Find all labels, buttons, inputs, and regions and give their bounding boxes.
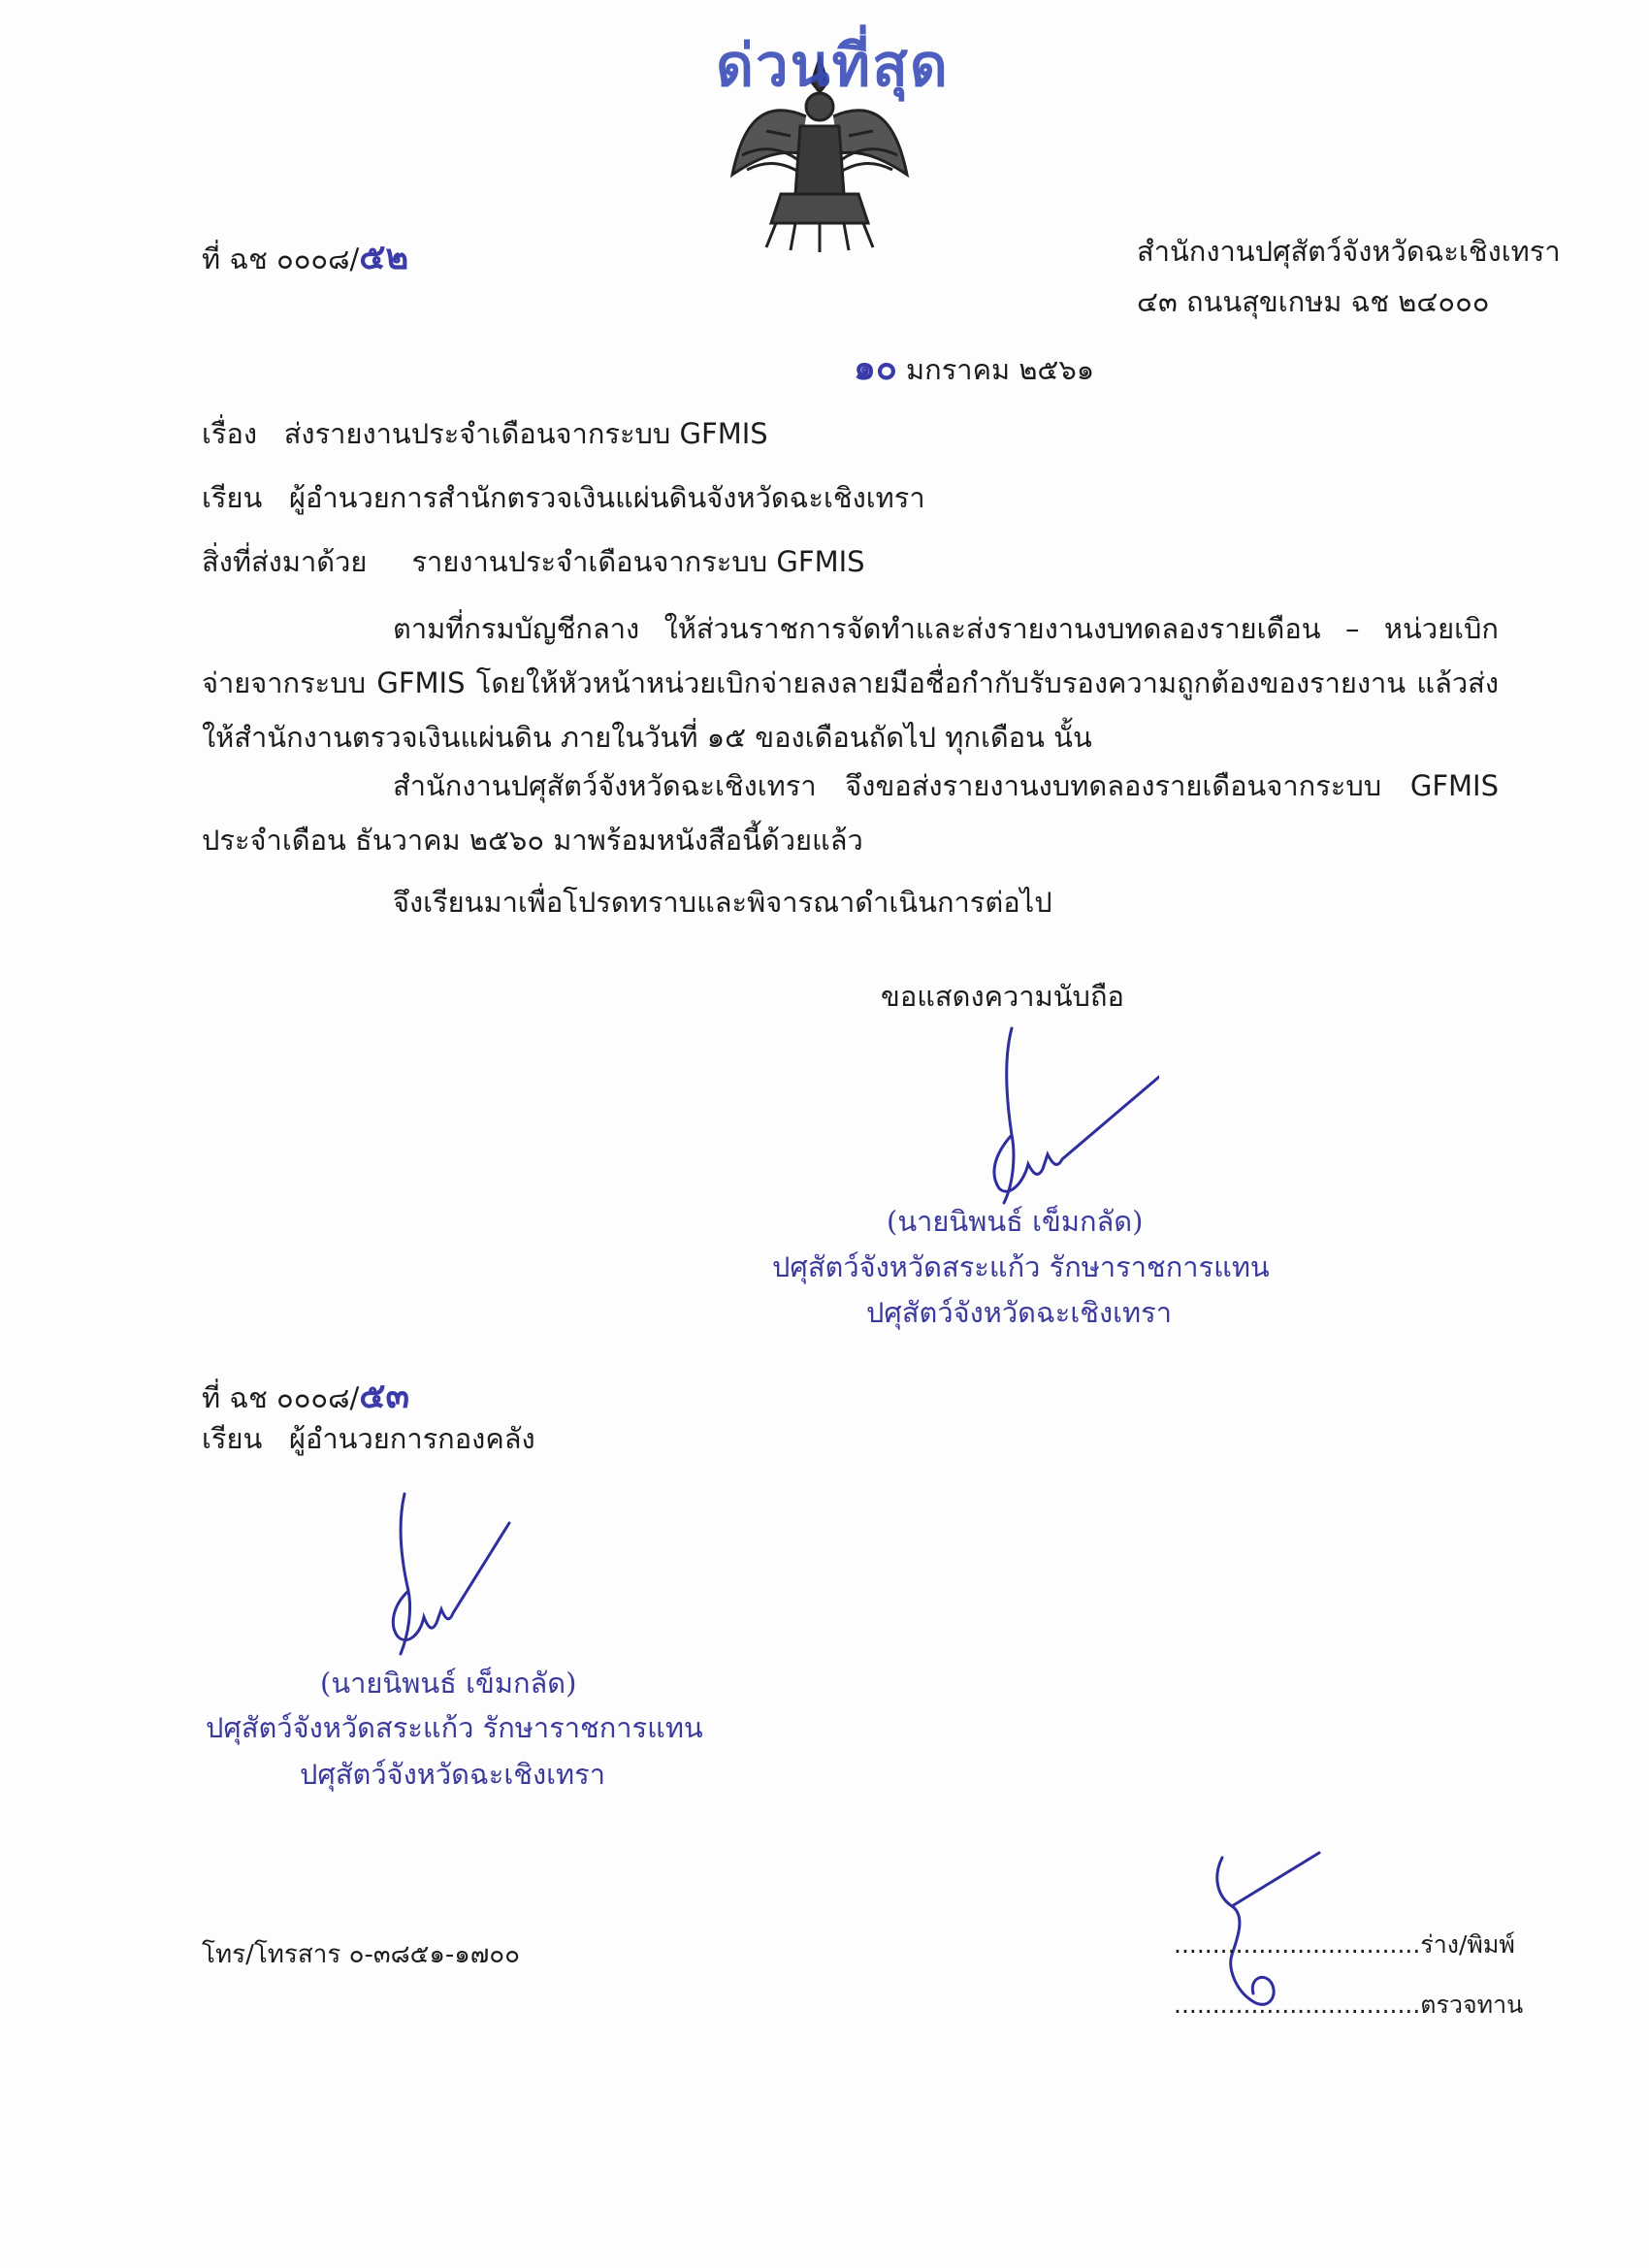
reference-handwritten: ๕๒	[359, 237, 409, 277]
signer-name-1: (นายนิพนธ์ เข็มกลัด)	[887, 1205, 1144, 1238]
enclosure-text: รายงานประจำเดือนจากระบบ GFMIS	[411, 545, 865, 578]
subject-line	[202, 417, 768, 451]
typed-by-label: ร่าง/พิมพ์	[1420, 1930, 1515, 1959]
second-recipient-label: เรียน	[202, 1422, 263, 1455]
date-month-year: มกราคม ๒๕๖๑	[906, 353, 1095, 386]
recipient-line	[202, 481, 925, 515]
body-paragraph-1-text: ตามที่กรมบัญชีกลาง ให้ส่วนราชการจัดทำและส่งรายงานงบทดลองรายเดือน – หน่วยเบิกจ่ายจากระบบ GFMIS โดยให้หัวหน้าหน่วยเบิกจ่ายลงลายมือชื่อกำกับรับรองความถูกต้องของรายงาน แล้วส่งให้สำนักงานตรวจเงินแผ่นดิน ภายในวันที่ ๑๕ ของเดือนถัดไป ทุกเดือน นั้น	[202, 612, 1499, 754]
reference-number	[202, 237, 408, 278]
checked-by-label: ตรวจทาน	[1420, 1991, 1524, 2019]
urgent-stamp: ด่วนที่สุด	[716, 32, 950, 100]
signer-title-1a: ปศุสัตว์จังหวัดสระแก้ว รักษาราชการแทน	[772, 1250, 1270, 1283]
second-recipient-text: ผู้อำนวยการกองคลัง	[288, 1422, 535, 1455]
subject-text: ส่งรายงานประจำเดือนจากระบบ GFMIS	[283, 417, 768, 450]
second-reference-number	[202, 1376, 409, 1417]
date-day-handwritten: ๑๐	[854, 347, 897, 388]
signer-title-1b: ปศุสัตว์จังหวัดฉะเชิงเทรา	[866, 1296, 1172, 1329]
signature-2-icon	[383, 1489, 529, 1664]
office-address: ๔๓ ถนนสุขเกษม ฉช ๒๔๐๐๐	[1137, 285, 1490, 318]
letter-date	[854, 347, 1094, 389]
typed-by-dots: ................................	[1174, 1930, 1421, 1959]
second-reference-handwritten: ๕๓	[359, 1376, 410, 1416]
body-paragraph-2	[202, 759, 1499, 867]
signer-name-2: (นายนิพนธ์ เข็มกลัด)	[320, 1667, 577, 1700]
enclosure-line	[202, 545, 865, 579]
body-paragraph-2-text: สำนักงานปศุสัตว์จังหวัดฉะเชิงเทรา จึงขอส่งรายงานงบทดลองรายเดือนจากระบบ GFMIS ประจำเดือน ธันวาคม ๒๕๖๐ มาพร้อมหนังสือนี้ด้วยแล้ว	[202, 769, 1499, 857]
checked-by-dots: ................................	[1174, 1991, 1421, 2019]
recipient-label: เรียน	[202, 481, 263, 514]
signer-title-2a: ปศุสัตว์จังหวัดสระแก้ว รักษาราชการแทน	[206, 1711, 703, 1744]
body-paragraph-3	[202, 875, 1499, 929]
phone-fax: โทร/โทรสาร ๐-๓๘๕๑-๑๗๐๐	[202, 1940, 521, 1969]
recipient-text: ผู้อำนวยการสำนักตรวจเงินแผ่นดินจังหวัดฉะเชิงเทรา	[288, 481, 925, 514]
signature-1-icon	[965, 1019, 1159, 1213]
second-recipient-line	[202, 1422, 535, 1456]
office-name: สำนักงานปศุสัตว์จังหวัดฉะเชิงเทรา	[1137, 235, 1561, 268]
body-paragraph-1	[202, 601, 1499, 764]
checked-by-line	[1174, 1991, 1523, 2020]
body-paragraph-3-text: จึงเรียนมาเพื่อโปรดทราบและพิจารณาดำเนินการต่อไป	[393, 886, 1052, 919]
reference-label: ที่ ฉช ๐๐๐๘/	[202, 243, 360, 275]
typed-by-line	[1174, 1930, 1515, 1960]
enclosure-label: สิ่งที่ส่งมาด้วย	[202, 545, 368, 578]
closing-regards: ขอแสดงความนับถือ	[881, 980, 1124, 1013]
signer-title-2b: ปศุสัตว์จังหวัดฉะเชิงเทรา	[300, 1758, 605, 1791]
second-reference-label: ที่ ฉช ๐๐๐๘/	[202, 1381, 360, 1414]
subject-label: เรื่อง	[202, 417, 258, 450]
